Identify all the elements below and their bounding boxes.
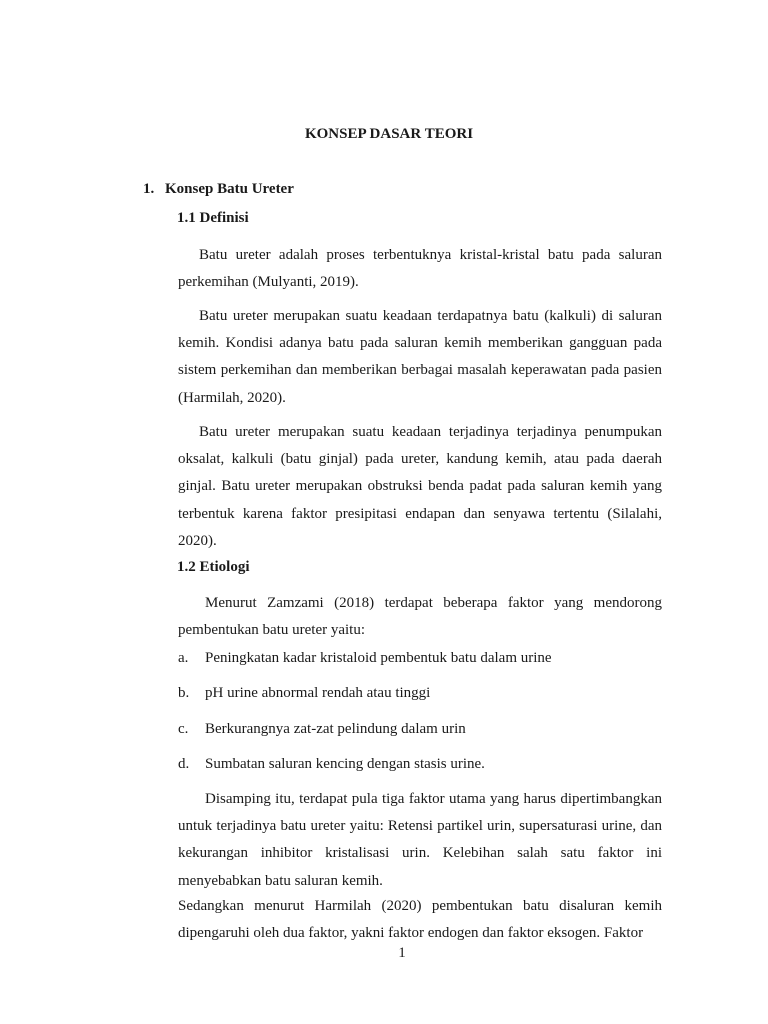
definisi-paragraph-1: Batu ureter adalah proses terbentuknya kristal-kristal batu pada saluran perkemihan (Mulyanti, 2019). — [178, 247, 662, 291]
section-heading-text: Konsep Batu Ureter — [165, 181, 294, 197]
list-marker: c. — [178, 721, 189, 737]
list-marker: a. — [178, 650, 189, 666]
section-number: 1. — [143, 181, 155, 197]
list-item — [178, 754, 662, 774]
etiologi-paragraph-factors: Disamping itu, terdapat pula tiga faktor utama yang harus dipertimbangkan untuk terjadinya batu ureter yaitu: Retensi partikel urin, supersaturasi urine, dan kekurangan inhibitor kristalisasi urin. Kelebihan salah satu faktor ini menyebabkan batu saluran kemih. — [178, 791, 662, 889]
etiologi-intro-paragraph: Menurut Zamzami (2018) terdapat beberapa faktor yang mendorong pembentukan batu ureter yaitu: — [178, 595, 662, 639]
definisi-paragraph-3: Batu ureter merupakan suatu keadaan terjadinya terjadinya penumpukan oksalat, kalkuli (batu ginjal) pada ureter, kandung kemih, atau pada daerah ginjal. Batu ureter merupakan obstruksi benda padat pada saluran kemih yang terbentuk karena faktor presipitasi endapan dan senyawa tertentu (Silalahi, 2020). — [178, 424, 662, 549]
list-item-text: Sumbatan saluran kencing dengan stasis urine. — [205, 756, 485, 772]
list-item-text: pH urine abnormal rendah atau tinggi — [205, 685, 431, 701]
list-item-text: Berkurangnya zat-zat pelindung dalam urin — [205, 721, 466, 737]
section-heading — [143, 179, 294, 199]
subsection-heading-etiologi: 1.2 Etiologi — [177, 559, 250, 575]
list-item — [178, 719, 662, 739]
list-marker: d. — [178, 756, 190, 772]
subsection-heading-definisi: 1.1 Definisi — [177, 210, 249, 226]
document-title: KONSEP DASAR TEORI — [304, 126, 474, 142]
list-item — [178, 683, 662, 703]
list-item-text: Peningkatan kadar kristaloid pembentuk batu dalam urine — [205, 650, 552, 666]
etiologi-paragraph-harmilah: Sedangkan menurut Harmilah (2020) pembentukan batu disaluran kemih dipengaruhi oleh dua faktor, yakni faktor endogen dan faktor eksogen. Faktor — [178, 898, 662, 942]
definisi-paragraph-2: Batu ureter merupakan suatu keadaan terdapatnya batu (kalkuli) di saluran kemih. Kondisi adanya batu pada saluran kemih memberikan gangguan pada sistem perkemihan dan memberikan berbagai masalah keperawatan pada pasien (Harmilah, 2020). — [178, 308, 662, 406]
list-marker: b. — [178, 685, 190, 701]
list-item — [178, 648, 662, 668]
page-number: 1 — [398, 945, 406, 961]
